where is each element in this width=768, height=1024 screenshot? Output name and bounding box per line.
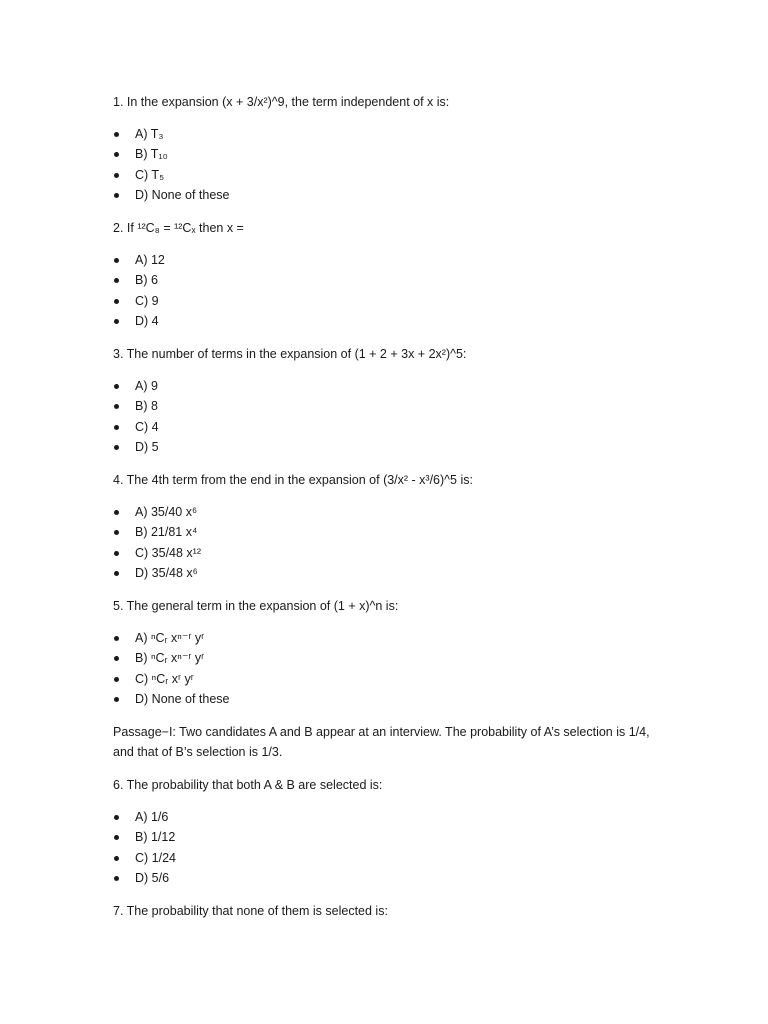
bullet-icon	[114, 571, 119, 576]
bullet-icon	[114, 697, 119, 702]
question-list	[113, 92, 661, 921]
bullet-icon	[114, 258, 119, 263]
option-label: C) 4	[135, 419, 159, 434]
bullet-icon	[114, 173, 119, 178]
option-item	[113, 291, 661, 311]
question-5-options	[113, 628, 661, 709]
bullet-icon	[114, 425, 119, 430]
option-item	[113, 669, 661, 689]
bullet-icon	[114, 319, 119, 324]
bullet-icon	[114, 132, 119, 137]
bullet-icon	[114, 551, 119, 556]
bullet-icon	[114, 404, 119, 409]
option-label: B) 6	[135, 273, 158, 288]
bullet-icon	[114, 152, 119, 157]
question-5-text: 5. The general term in the expansion of (1 + x)^n is:	[113, 599, 399, 613]
option-label: A) 1/6	[135, 810, 169, 824]
question-6-options	[113, 807, 661, 888]
option-label: C) 1/24	[135, 850, 176, 865]
option-label: D) 5	[135, 439, 159, 454]
option-item	[113, 563, 661, 583]
option-label: A) 35/40 x⁶	[135, 505, 198, 519]
bullet-icon	[114, 876, 119, 881]
question-6-text: 6. The probability that both A & B are selected is:	[113, 778, 383, 792]
option-item	[113, 689, 661, 709]
bullet-icon	[114, 193, 119, 198]
option-item	[113, 628, 661, 648]
option-label: A) 9	[135, 379, 158, 393]
option-label: B) ⁿCᵣ xⁿ⁻ʳ yʳ	[135, 651, 205, 666]
option-label: D) 4	[135, 313, 159, 328]
question-7-text: 7. The probability that none of them is selected is:	[113, 904, 388, 918]
bullet-icon	[114, 677, 119, 682]
option-item	[113, 311, 661, 331]
option-item	[113, 124, 661, 144]
option-label: B) T₁₀	[135, 147, 168, 162]
option-item	[113, 396, 661, 416]
question-2-options	[113, 250, 661, 331]
option-item	[113, 437, 661, 457]
option-label: D) 35/48 x⁶	[135, 565, 198, 580]
option-item	[113, 827, 661, 847]
option-item	[113, 868, 661, 888]
bullet-icon	[114, 815, 119, 820]
option-item	[113, 848, 661, 868]
bullet-icon	[114, 278, 119, 283]
question-2-text: 2. If ¹²C₈ = ¹²Cₓ then x =	[113, 221, 244, 235]
question-3-options	[113, 376, 661, 457]
option-label: B) 1/12	[135, 830, 176, 845]
bullet-icon	[114, 636, 119, 641]
bullet-icon	[114, 510, 119, 515]
option-label: D) None of these	[135, 187, 230, 202]
question-4-text: 4. The 4th term from the end in the expansion of (3/x² - x³/6)^5 is:	[113, 473, 473, 487]
option-label: C) 35/48 x¹²	[135, 545, 201, 560]
bullet-icon	[114, 445, 119, 450]
option-item	[113, 648, 661, 668]
option-item	[113, 543, 661, 563]
option-label: A) ⁿCᵣ xⁿ⁻ʳ yʳ	[135, 631, 205, 645]
option-item	[113, 807, 661, 827]
option-label: A) T₃	[135, 127, 164, 141]
option-item	[113, 417, 661, 437]
bullet-icon	[114, 530, 119, 535]
option-item	[113, 250, 661, 270]
bullet-icon	[114, 835, 119, 840]
option-item	[113, 165, 661, 185]
option-item	[113, 376, 661, 396]
question-3-text: 3. The number of terms in the expansion of (1 + 2 + 3x + 2x²)^5:	[113, 347, 467, 361]
option-item	[113, 270, 661, 290]
option-label: B) 21/81 x⁴	[135, 525, 198, 540]
option-label: C) T₅	[135, 167, 165, 182]
option-label: C) ⁿCᵣ xʳ yʳ	[135, 671, 194, 686]
question-1-options	[113, 124, 661, 205]
passage-text: Passage−I: Two candidates A and B appear at an interview. The probability of A’s selection is 1/4, and that of B’s selection is 1/3.	[113, 725, 650, 759]
option-label: B) 8	[135, 399, 158, 414]
option-label: D) None of these	[135, 691, 230, 706]
option-label: D) 5/6	[135, 870, 170, 885]
option-item	[113, 522, 661, 542]
bullet-icon	[114, 384, 119, 389]
option-item	[113, 144, 661, 164]
bullet-icon	[114, 656, 119, 661]
option-item	[113, 185, 661, 205]
question-4-options	[113, 502, 661, 583]
bullet-icon	[114, 299, 119, 304]
option-label: A) 12	[135, 253, 165, 267]
bullet-icon	[114, 856, 119, 861]
question-1-text: 1. In the expansion (x + 3/x²)^9, the term independent of x is:	[113, 95, 450, 109]
option-label: C) 9	[135, 293, 159, 308]
option-item	[113, 502, 661, 522]
